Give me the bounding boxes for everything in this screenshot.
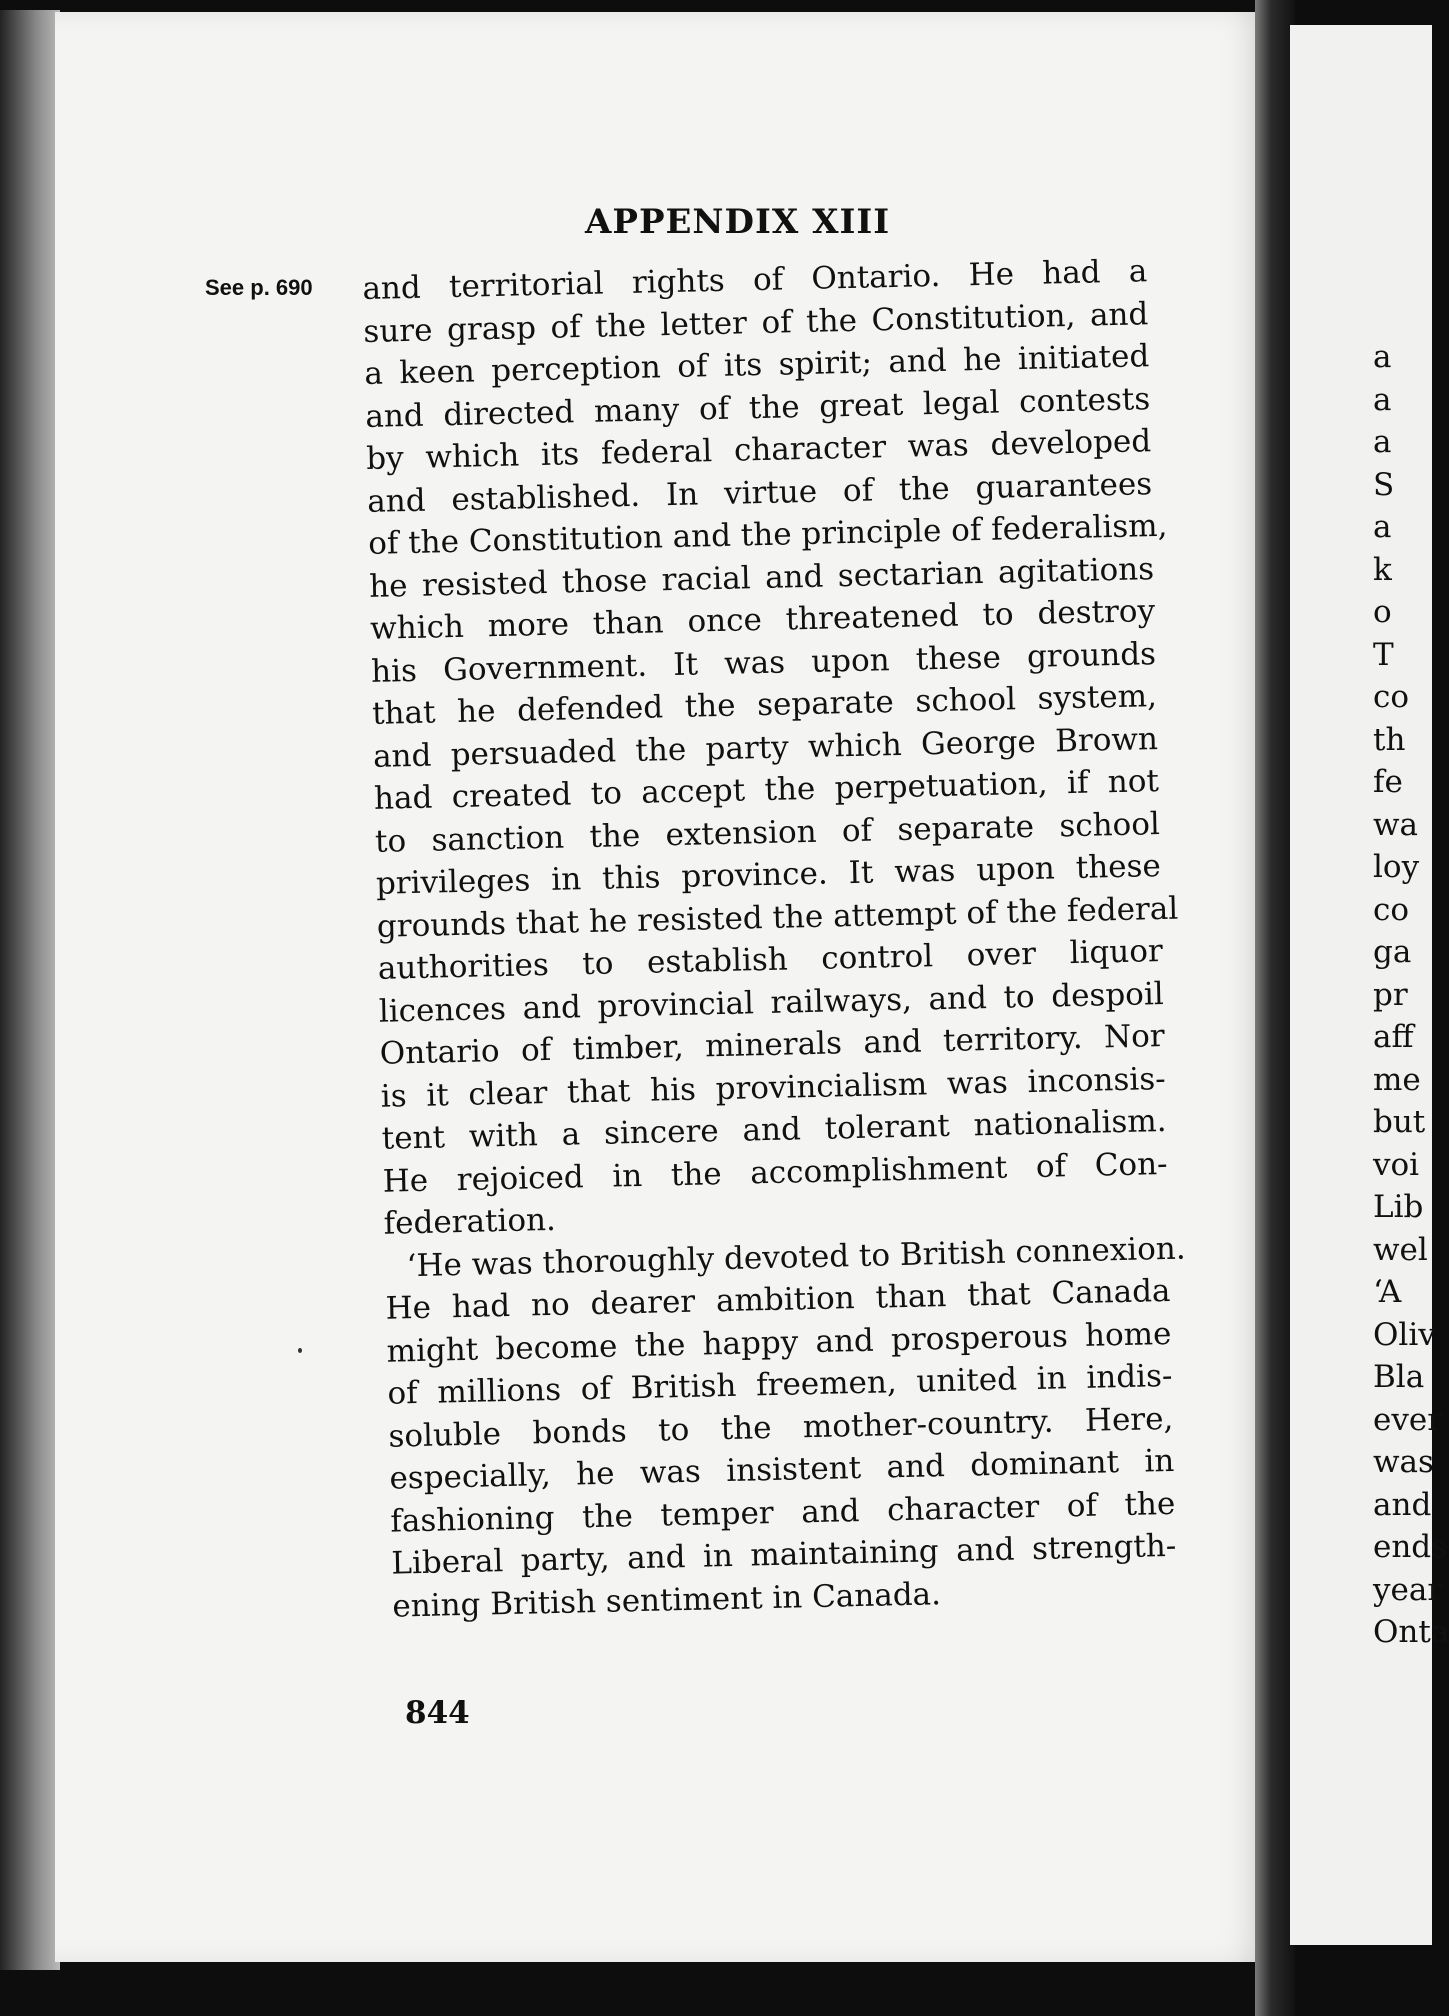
text-line: his Government. It was upon these grounds [370,635,1157,690]
right-page-fragment: aff [1373,1019,1414,1055]
text-line: and territorial rights of Ontario. He had a [362,253,1148,307]
text-line: and persuaded the party which George Brown [372,720,1159,775]
text-line: to sanction the extension of separate school [374,805,1161,860]
right-page-fragment: Oliv [1373,1316,1436,1353]
text-line: He had no dearer ambition than that Canada [385,1272,1171,1327]
right-page-fragment: but [1373,1104,1426,1140]
right-page-fragment: and [1373,1486,1432,1523]
text-line: ‘He was thoroughly devoted to British connexion. [406,1230,1186,1284]
text-line: ening British sentiment in Canada. [391,1575,942,1625]
text-line: Liberal party, and in maintaining and strength- [390,1527,1177,1582]
text-line: is it clear that his provincialism was inconsis- [380,1060,1167,1115]
right-page-fragment: ‘A [1373,1274,1402,1310]
text-line: and established. In virtue of the guarantees [366,465,1153,520]
text-line: by which its federal character was developed [365,423,1152,477]
right-page-fragment: a [1373,339,1392,375]
right-page-fragment: year [1373,1571,1443,1608]
right-page-fragment: ever [1373,1401,1443,1438]
right-page-fragment: fe [1373,764,1403,800]
text-line: especially, he was insistent and dominant in [389,1442,1175,1497]
text-line: had created to accept the perpetuation, if not [373,763,1160,817]
right-page-fragment: S [1373,466,1395,503]
text-line: fashioning the temper and character of the [390,1485,1176,1540]
text-line: federation. [383,1201,557,1242]
right-page-fragment: me [1373,1061,1421,1098]
text-line: grounds that he resisted the attempt of the federal [376,890,1179,945]
margin-reference: See p. 690 [205,275,313,300]
right-page-fragment: a [1373,424,1392,460]
text-line: privileges in this province. It was upon these [375,848,1162,902]
dust-speck [298,1348,302,1353]
right-page-fragment: Onta [1373,1614,1449,1650]
page-heading: APPENDIX XIII [585,202,891,242]
right-page-fragment: o [1373,594,1392,630]
right-page-fragment: was [1373,1444,1434,1480]
page-number: 844 [405,1695,470,1731]
right-page-fragment: th [1373,721,1406,758]
book-edge [0,10,60,1970]
right-page-fragment: co [1373,679,1410,715]
text-line: might become the happy and prosperous home [386,1315,1172,1370]
right-page-fragment: loy [1373,849,1420,885]
right-page-fragment: ga [1373,934,1412,970]
text-line: of the Constitution and the principle of federalism, [367,507,1168,562]
text-line: he resisted those racial and sectarian agitations [368,550,1155,605]
text-line: tent with a sincere and tolerant nationalism. [381,1102,1167,1157]
right-page-fragment: a [1373,509,1392,545]
text-line: soluble bonds to the mother-country. Here, [388,1400,1174,1455]
right-page-fragments [1373,336,1449,1654]
right-page-fragment: Bla [1373,1359,1425,1395]
text-line: licences and provincial railways, and to despoil [378,975,1165,1030]
right-page-fragment: Lib [1373,1189,1424,1225]
right-page-fragment: wa [1373,806,1419,843]
text-line: a keen perception of its spirit; and he initiated [363,338,1150,392]
right-page-fragment: wel [1373,1231,1428,1268]
right-page-fragment: ends [1373,1529,1448,1565]
book-gutter [1255,0,1295,2016]
text-line: He rejoiced in the accomplishment of Con- [382,1145,1168,1200]
right-page-fragment: a [1373,381,1392,418]
text-line: authorities to establish control over liquor [377,933,1164,987]
right-page-fragment: co [1373,891,1410,928]
text-line: that he defended the separate school system, [371,678,1158,732]
text-line: and directed many of the great legal contests [364,380,1151,435]
right-page-fragment: T [1373,636,1394,673]
text-line: of millions of British freemen, united in indis- [387,1357,1173,1412]
right-page-fragment: pr [1373,976,1408,1013]
body-text [362,250,1186,1627]
text-line: Ontario of timber, minerals and territory. Nor [379,1017,1166,1072]
right-page-fragment: voi [1373,1146,1420,1183]
text-line: sure grasp of the letter of the Constitution, and [363,295,1149,350]
right-page-fragment: k [1373,551,1392,588]
text-line: which more than once threatened to destroy [369,593,1156,647]
